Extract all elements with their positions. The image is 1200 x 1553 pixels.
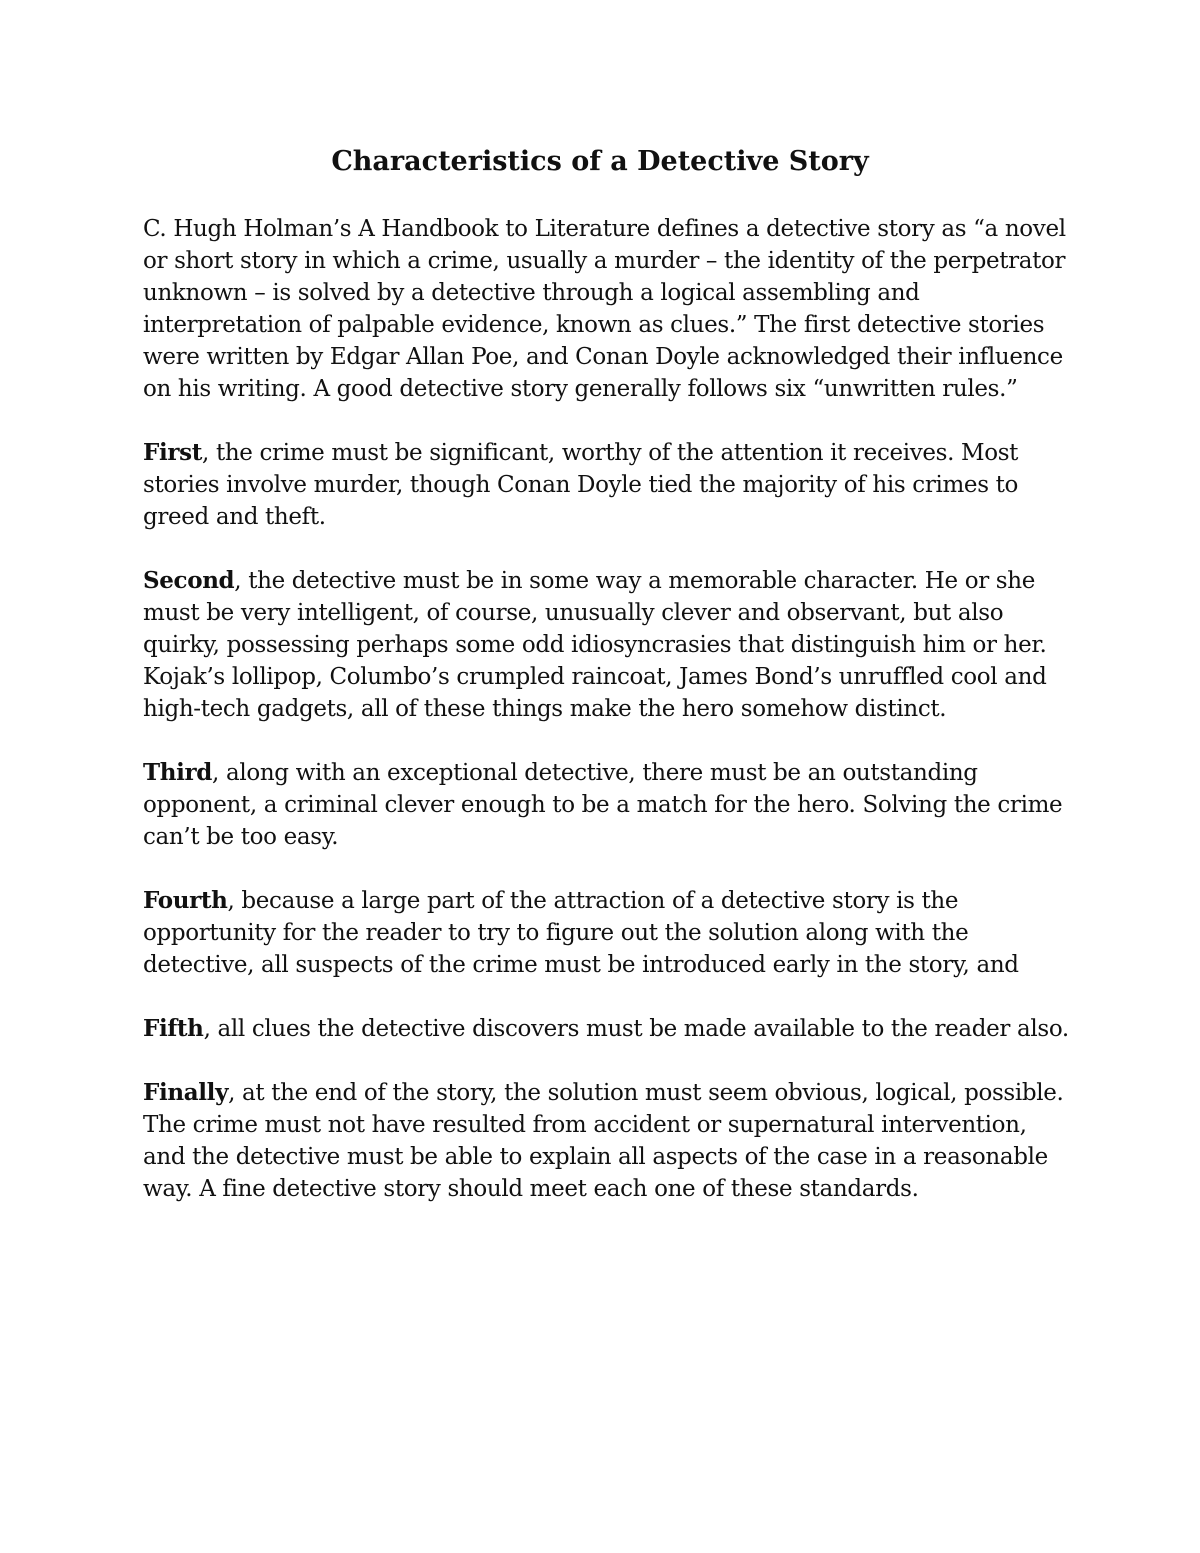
rule-text-first: , the crime must be significant, worthy of the attention it receives. Most stories involve murder, though Conan Doyle tied the majority of his crimes to greed and theft. [143, 440, 1019, 530]
rule-text-finally: , at the end of the story, the solution must seem obvious, logical, possible. The crime must not have resulted from accident or supernatural intervention, and the detective must be able to explain all aspects of the case in a reasonable way. A fine detective story should meet each one of these standards. [143, 1080, 1064, 1202]
rule-paragraph-fourth [143, 885, 1073, 981]
rule-paragraph-finally [143, 1077, 1073, 1205]
rule-lead-fourth: Fourth [143, 887, 228, 914]
rule-paragraph-third [143, 757, 1073, 853]
rule-paragraph-first [143, 437, 1073, 533]
intro-paragraph: C. Hugh Holman’s A Handbook to Literature defines a detective story as “a novel or short story in which a crime, usually a murder – the identity of the perpetrator unknown – is solved by a detective through a logical assembling and interpretation of palpable evidence, known as clues.” The first detective stories were written by Edgar Allan Poe, and Conan Doyle acknowledged their influence on his writing. A good detective story generally follows six “unwritten rules.” [143, 216, 1066, 402]
rule-lead-first: First [143, 439, 203, 466]
rule-text-second: , the detective must be in some way a memorable character. He or she must be very intelligent, of course, unusually clever and observant, but also quirky, possessing perhaps some odd idiosyncrasies that distinguish him or her. Kojak’s lollipop, Columbo’s crumpled raincoat, James Bond’s unruffled cool and high-tech gadgets, all of these things make the hero somehow distinct. [143, 568, 1047, 722]
rule-lead-finally: Finally [143, 1079, 229, 1106]
rule-lead-fifth: Fifth [143, 1015, 204, 1042]
rule-text-fourth: , because a large part of the attraction of a detective story is the opportunity for the reader to try to figure out the solution along with the detective, all suspects of the crime must be introduced early in the story, and [143, 888, 1019, 978]
rule-paragraph-fifth [143, 1013, 1073, 1045]
rule-lead-second: Second [143, 567, 235, 594]
rule-text-fifth: , all clues the detective discovers must be made available to the reader also. [203, 1016, 1069, 1042]
rule-text-third: , along with an exceptional detective, there must be an outstanding opponent, a criminal clever enough to be a match for the hero. Solving the crime can’t be too easy. [143, 760, 1063, 850]
page-title: Characteristics of a Detective Story [331, 146, 869, 177]
rule-lead-third: Third [143, 759, 213, 786]
document-body [143, 213, 1073, 1237]
rule-paragraph-second [143, 565, 1073, 725]
